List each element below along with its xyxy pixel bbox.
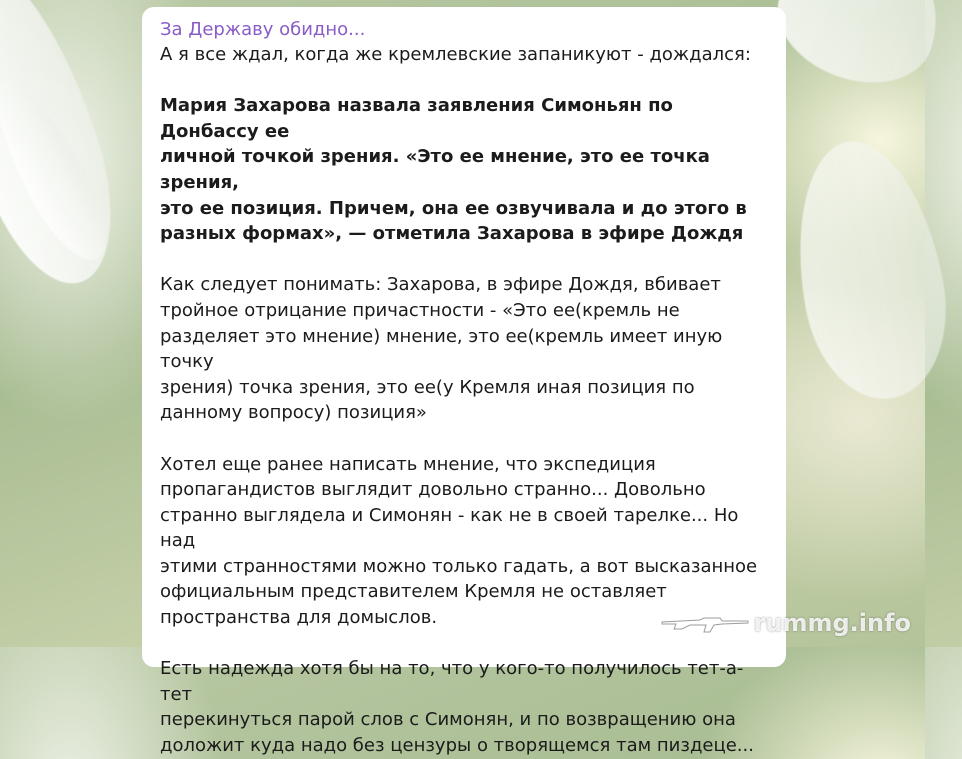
quote-line: это ее позиция. Причем, она ее озвучивала и до этого в: [160, 197, 747, 219]
channel-name[interactable]: За Державу обидно...: [160, 19, 366, 40]
quote-line: Мария Захарова назвала заявления Симоньян по Донбассу ее: [160, 95, 673, 142]
message-text: [160, 42, 768, 759]
message-bubble[interactable]: [142, 7, 786, 757]
quote-line: разных формах», — отметила Захарова в эфире Дождя: [160, 223, 744, 245]
paragraph-line: тройное отрицание причастности - «Это ее(кремль не: [160, 299, 680, 321]
paragraph-line: пропагандистов выглядит довольно странно... Довольно: [160, 479, 706, 501]
quote-line: личной точкой зрения. «Это ее мнение, это ее точка зрения,: [160, 146, 710, 193]
message-paragraph: [160, 452, 768, 631]
paragraph-line: Как следует понимать: Захарова, в эфире Дождя, вбивает: [160, 274, 721, 296]
paragraph-line: зрения) точка зрения, это ее(у Кремля иная позиция по: [160, 376, 695, 398]
paragraph-line: Есть надежда хотя бы на то, что у кого-то получилось тет-а-тет: [160, 658, 744, 705]
site-watermark: [660, 609, 911, 637]
message-paragraph: [160, 272, 768, 426]
paragraph-line: этими странностями можно только гадать, а вот высказанное: [160, 555, 758, 577]
message-quote: [160, 93, 768, 247]
background-petal: [761, 0, 959, 103]
paragraph-line: Хотел еще ранее написать мнение, что экспедиция: [160, 453, 656, 475]
rifle-icon: [660, 612, 750, 634]
paragraph-line: доложит куда надо без цензуры о творящемся там пиздеце...: [160, 735, 754, 757]
paragraph-line: странно выглядела и Симонян - как не в своей тарелке... Но над: [160, 504, 739, 552]
paragraph-line: данному вопросу) позиция»: [160, 402, 427, 424]
paragraph-line: перекинуться парой слов с Симонян, и по возвращению она: [160, 709, 736, 731]
watermark-text: rummg.info: [753, 609, 911, 637]
background-petal: [778, 130, 961, 410]
paragraph-line: пространства для домыслов.: [160, 607, 438, 629]
paragraph-line: официальным представителем Кремля не оставляет: [160, 581, 667, 603]
paragraph-line: разделяет это мнение) мнение, это ее(кремль имеет иную точку: [160, 325, 723, 373]
message-intro: А я все ждал, когда же кремлевские запаникуют - дождался:: [160, 44, 751, 65]
message-paragraph: [160, 656, 768, 758]
